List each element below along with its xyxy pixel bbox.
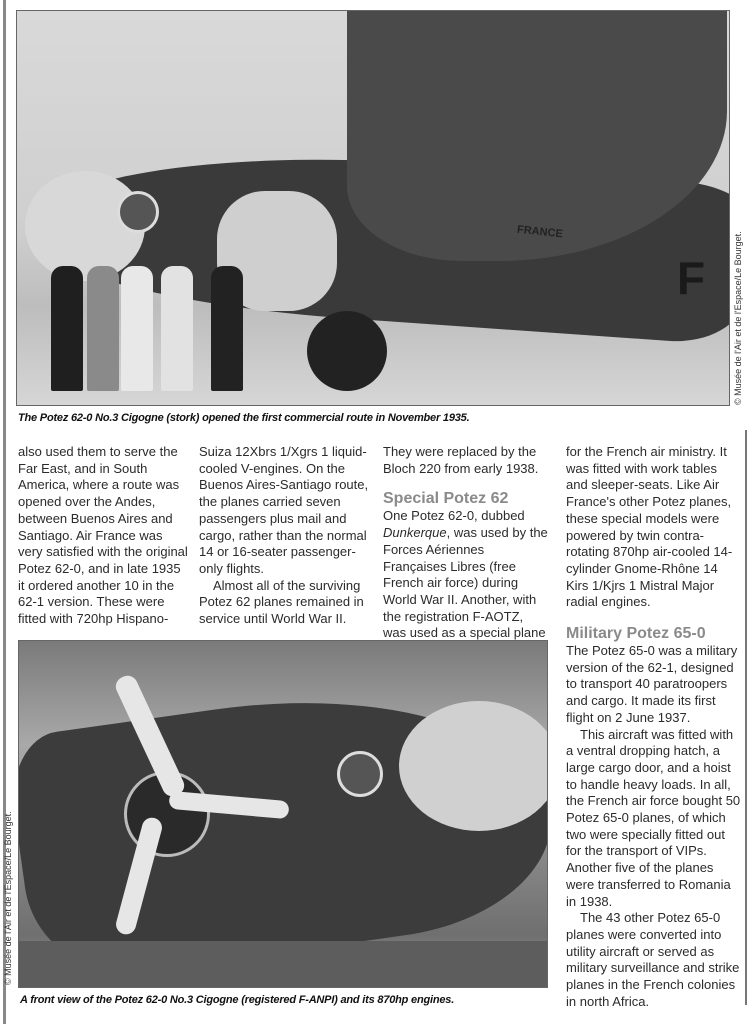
grass-field [19,941,547,987]
photo-caption: A front view of the Potez 62-0 No.3 Cigogne (registered F-ANPI) and its 870hp engines. [20,994,455,1006]
registration-letter: F [677,252,706,304]
roundel-icon [337,751,383,797]
paragraph: also used them to serve the Far East, and in South America, where a route was opened over the Andes, between Buenos Aires and Santiago. Air France was very satisfied with the original Potez 62-0, and in late 1935 it ordered another 10 in the 62-1 version. These were fitted with 720hp Hispano- [18,444,188,627]
page-right-rule [745,430,747,1005]
photo-caption: The Potez 62-0 No.3 Cigogne (stork) opened the first commercial route in November 1935. [18,412,470,424]
paragraph: They were replaced by the Bloch 220 from early 1938. [383,444,539,476]
roundel-icon [117,191,159,233]
photo-potez-cigogne-crew [16,10,730,406]
photo-credit: © Musée de l'Air et de l'Espace/Le Bourget. [3,811,13,985]
article-column-4 [566,444,741,611]
fuselage-lettering: FRANCE [516,223,564,241]
article-column-2 [199,444,369,628]
aircraft-name: Dunkerque [383,525,447,541]
crew-member [87,266,119,391]
paragraph: This aircraft was fitted with a ventral dropping hatch, a large cargo door, and a hoist to handle heavy loads. In all, the French air force bought 50 Potez 65-0 planes, of which two were specially fitted out for the transport of VIPs. Another five of the planes were transferred to Romania in 1938. [566,726,741,909]
article-column-1 [18,444,188,628]
article-column-5 [566,625,741,1010]
article-column-3 [383,444,548,642]
paragraph: One Potez 62-0, dubbed Dunkerque, was used by the Forces Aériennes Françaises Libres (free French air force) during World War II. Another, with the registration F-AOTZ, was used as a special plane [383,508,548,641]
crew-member [161,266,193,391]
photo-credit: © Musée de l'Air et de l'Espace/Le Bourget. [733,231,743,405]
crew-member [211,266,243,391]
paragraph: The Potez 65-0 was a military version of the 62-1, designed to transport 40 paratroopers and cargo. It made its first flight on 2 June 1937. [566,643,738,725]
section-heading-special-potez-62: Special Potez 62 [383,490,509,508]
paragraph: for the French air ministry. It was fitted with work tables and sleeper-seats. Like Air France's other Potez planes, these special models were powered by twin contra-rotating 870hp air-cooled 14-cylinder Gnome-Rhône 14 Kirs 1/Kjrs 1 Mistral Major radial engines. [566,444,733,610]
crew-member [121,266,153,391]
paragraph: The 43 other Potez 65-0 planes were converted into utility aircraft or served as military surveillance and strike planes in the French colonies in north Africa. [566,910,740,1009]
aircraft-nose [399,701,548,831]
aircraft-wheel [307,311,387,391]
crew-member [51,266,83,391]
photo-potez-front-view [18,640,548,988]
paragraph: Almost all of the surviving Potez 62 planes remained in service until World War II. [199,577,364,627]
section-heading-military-potez-65: Military Potez 65-0 [566,625,706,642]
paragraph: Suiza 12Xbrs 1/Xgrs 1 liquid-cooled V-engines. On the Buenos Aires-Santiago route, the planes carried seven passengers plus mail and cargo, rather than the normal 14 or 16-seater passenger-only flights. [199,444,369,576]
